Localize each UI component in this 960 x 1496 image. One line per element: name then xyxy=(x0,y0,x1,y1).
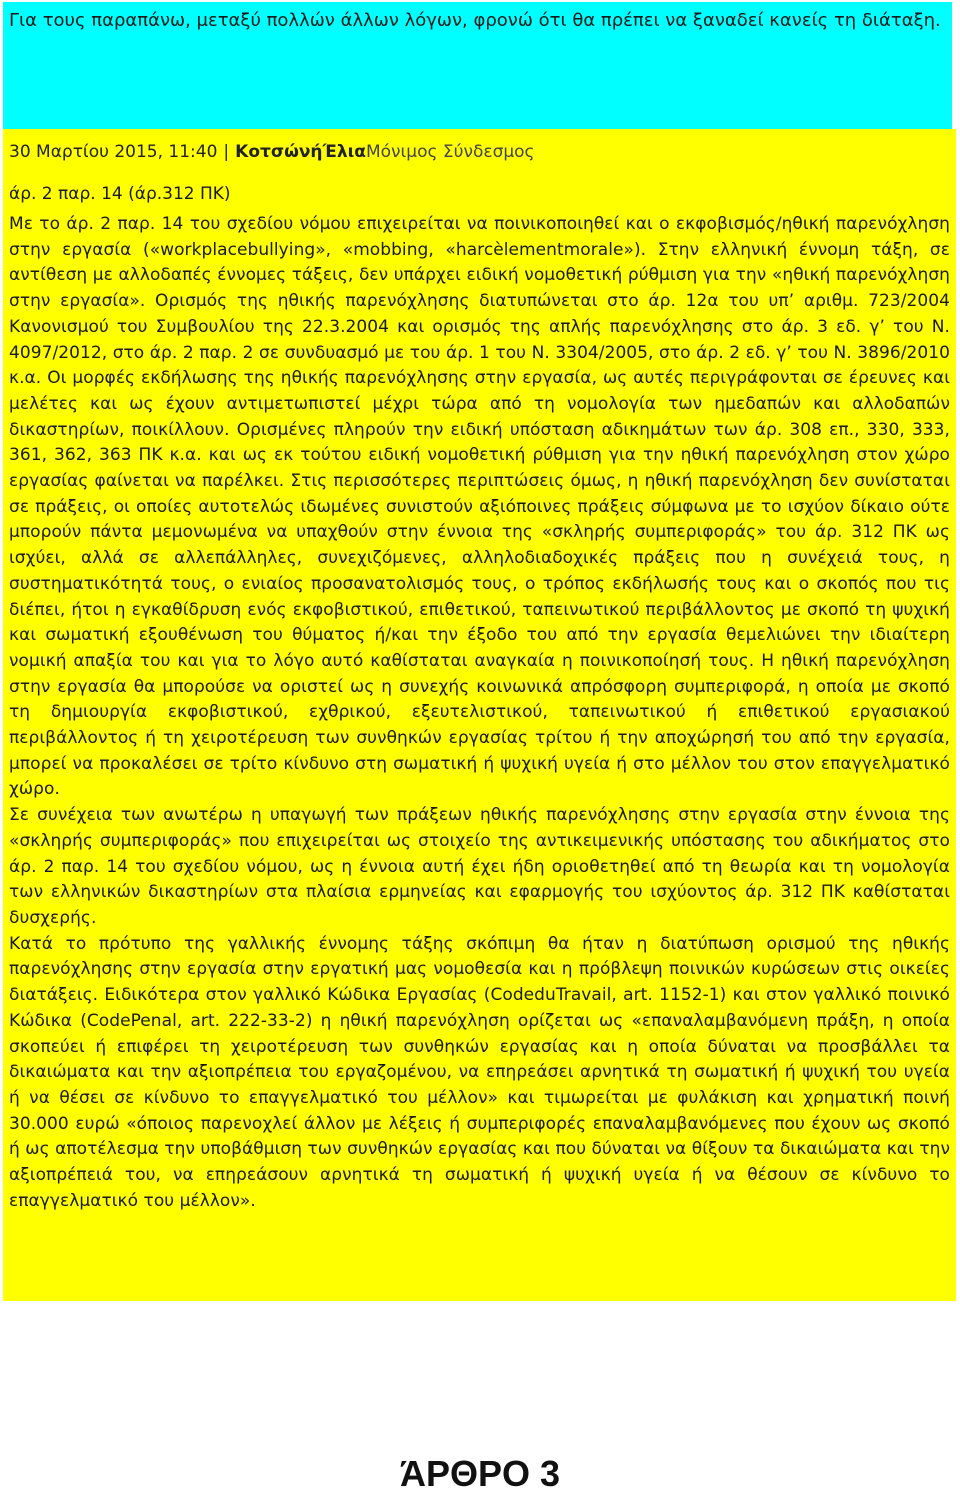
previous-comment-block xyxy=(3,2,952,63)
article-reference: άρ. 2 παρ. 14 (άρ.312 ΠΚ) xyxy=(9,184,231,204)
meta-separator: | xyxy=(223,142,230,162)
comment-paragraph-1: Με το άρ. 2 παρ. 14 του σχεδίου νόμου επιχειρείται να ποινικοποιηθεί και ο εκφοβισμός/ηθική παρενόχληση στην εργασία («workplacebullying», «mobbing, «harcèlementmorale»). Στην ελληνική έννομη τάξη, σε αντίθεση με αλλοδαπές έννομες τάξεις, δεν υπάρχει ειδική νομοθετική ρύθμιση για την «ηθική παρενόχληση στην εργασία». Ορισμός της ηθικής παρενόχλησης διατυπώνεται στο άρ. 12α του υπ’ αριθμ. 723/2004 Κανονισμού του Συμβουλίου της 22.3.2004 και ορισμός της απλής παρενόχλησης στο άρ. 3 εδ. γ’ του Ν. 4097/2012, στο άρ. 2 παρ. 2 σε συνδυασμό με του άρ. 1 του Ν. 3304/2005, στο άρ. 2 εδ. γ’ του Ν. 3896/2010 κ.α. Οι μορφές εκδήλωσης της ηθικής παρενόχλησης στην εργασία, ως αυτές περιγράφονται σε έρευνες και μελέτες και ως έχουν αντιμετωπιστεί μέχρι τώρα από τη νομολογία των ημεδαπών και αλλοδαπών δικαστηρίων, ποικίλλουν. Ορισμένες πληρούν την ειδική υπόσταση αδικημάτων των άρ. 308 επ., 330, 333, 361, 362, 363 ΠΚ κ.α. και ως εκ τούτου ειδική νομοθετική ρύθμιση για την ηθική παρενόχληση στον χώρο εργασίας φαίνεται να παρέλκει. Στις περισσότερες περιπτώσεις όμως, η ηθική παρενόχληση δεν συνίσταται σε πράξεις, οι οποίες αυτοτελώς ιδωμένες συνιστούν αξιόποινες πράξεις σύμφωνα με το ισχύον δίκαιο ούτε μπορούν πάντα μεμονωμένα να υπαχθούν στην έννοια της «σκληρής συμπεριφοράς» του άρ. 312 ΠΚ ως ισχύει, αλλά σε αλλεπάλληλες, συνεχιζόμενες, αλληλοδιαδοχικές πράξεις που η συνέχειά τους, η συστηματικότητά τους, ο ενιαίος προσανατολισμός τους, ο τρόπος εκδήλωσής τους και ο σκοπός που τις διέπει, ήτοι η εγκαθίδρυση ενός εκφοβιστικού, επιθετικού, ταπεινωτικού περιβάλλοντος με σκοπό τη ψυχική και σωματική εξουθένωση του θύματος ή/και την έξοδο του από την εργασία θεμελιώνει την ιδιαίτερη νομική απαξία του και για το λόγο αυτό καθίσταται αναγκαία η ποινικοποίησή τους. Η ηθική παρενόχληση στην εργασία θα μπορούσε να οριστεί ως η συνεχής κοινωνικά απρόσφορη συμπεριφορά, η οποία με σκοπό τη δημιουργία εκφοβιστικού, εχθρικού, εξευτελιστικού, ταπεινωτικού ή επιθετικού εργασιακού περιβάλλοντος ή τη χειροτέρευση των συνθηκών εργασίας τρίτου ή την αποχώρησή του από την εργασία, μπορεί να προκαλέσει σε τρίτο κίνδυνο στη σωματική ή ψυχική υγεία ή στο μέλλον του στον επαγγελματικό χώρο. xyxy=(9,214,950,800)
permalink-link[interactable]: Μόνιμος Σύνδεσμος xyxy=(365,142,535,162)
comment-paragraph-2: Σε συνέχεια των ανωτέρω η υπαγωγή των πράξεων ηθικής παρενόχλησης στην εργασία στην έννοια της «σκληρής συμπεριφοράς» που επιχειρείται ως στοιχείο της αντικειμενικής υπόστασης του αδικήματος στο άρ. 2 παρ. 14 του σχεδίου νόμου, ως η έννοια αυτή έχει ήδη οριοθετηθεί από τη θεωρία και τη νομολογία των ελληνικών δικαστηρίων στα πλαίσια ερμηνείας και εφαρμογής του ισχύοντος άρ. 312 ΠΚ καθίσταται δυσχερής. xyxy=(9,805,950,928)
comment-block xyxy=(3,129,956,1301)
comment-meta xyxy=(9,140,950,174)
article-3-heading: ΆΡΘΡΟ 3 xyxy=(399,1453,561,1494)
comment-body xyxy=(9,212,950,1214)
comment-author[interactable]: ΚοτσώνήΈλια xyxy=(235,142,366,162)
comment-paragraph-3: Κατά το πρότυπο της γαλλικής έννομης τάξης σκόπιμη θα ήταν η διατύπωση ορισμού της ηθικής παρενόχλησης στην εργασία στην εργατική μας νομοθεσία και η πρόβλεψη ποινικών κυρώσεων στις οικείες διατάξεις. Ειδικότερα στον γαλλικό Κώδικα Εργασίας (CodeduTravail, art. 1152-1) και στον γαλλικό ποινικό Κώδικα (CodePenal, art. 222-33-2) η ηθική παρενόχληση ορίζεται ως «επαναλαμβανόμενη πράξη, η οποία σκοπεύει ή επιφέρει τη χειροτέρευση των συνθηκών εργασίας και η οποία δύναται να προσβάλλει τα δικαιώματα και την αξιοπρέπεια του εργαζομένου, να επηρεάσει αρνητικά τη σωματική ή ψυχική του υγεία ή να θέσει σε κίνδυνο το επαγγελματικό του μέλλον» και τιμωρείται με φυλάκιση και χρηματική ποινή 30.000 ευρώ «όποιος παρενοχλεί άλλον με λέξεις ή συμπεριφορές επαναλαμβανόμενες που έχουν ως σκοπό ή ως αποτέλεσμα την υποβάθμιση των συνθηκών εργασίας και που δύναται να θίξουν τα δικαιώματα και την αξιοπρέπειά του, να επηρεάσουν αρνητικά τη σωματική ή ψυχική υγεία ή να θέσουν σε κίνδυνο το επαγγελματικό του μέλλον». xyxy=(9,933,950,1211)
previous-comment-spacer xyxy=(3,63,952,129)
comment-date: 30 Μαρτίου 2015, 11:40 xyxy=(9,142,218,162)
previous-comment-text: Για τους παραπάνω, μεταξύ πολλών άλλων λόγων, φρονώ ότι θα πρέπει να ξαναδεί κανείς τη διάταξη. xyxy=(9,10,941,31)
